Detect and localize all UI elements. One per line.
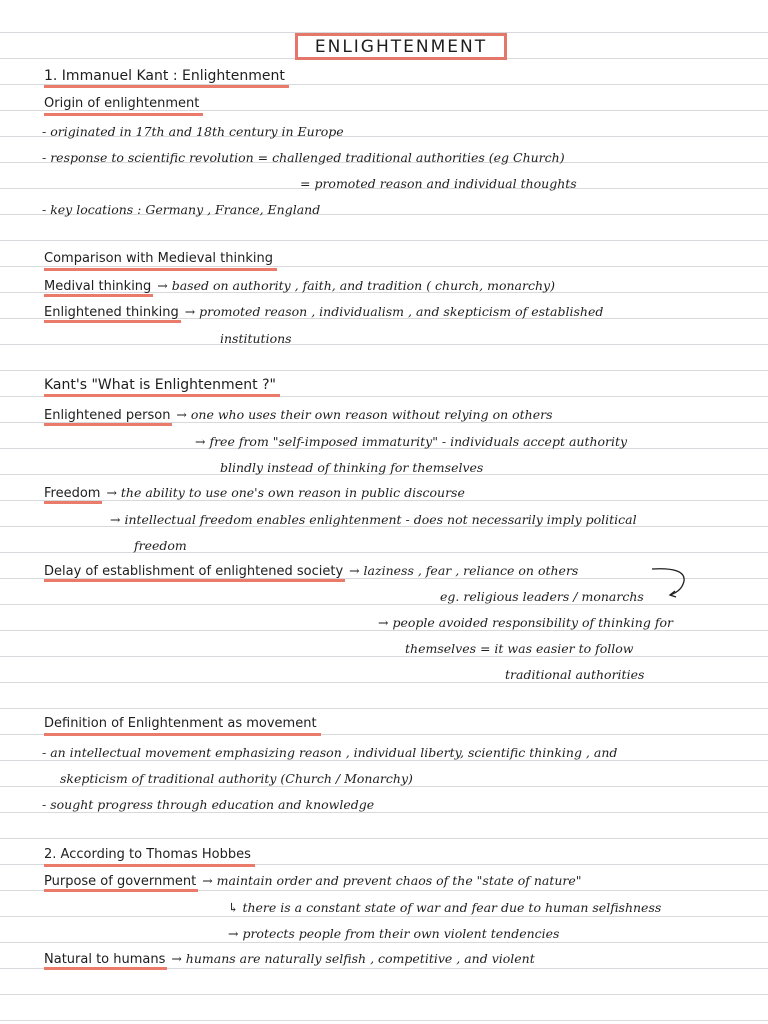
- enlightened-label: Enlightened thinking: [44, 305, 181, 323]
- page-title: ENLIGHTENMENT: [295, 33, 507, 60]
- kant-heading: Kant's "What is Enlightenment ?": [44, 376, 280, 397]
- section-1-heading: 1. Immanuel Kant : Enlightenment: [44, 67, 289, 88]
- person-line: [44, 407, 553, 424]
- delay-text: → laziness , fear , reliance on others: [345, 563, 579, 578]
- freedom-line: [44, 485, 465, 502]
- person-label: Enlightened person: [44, 408, 172, 426]
- definition-line-3: - sought progress through education and knowledge: [42, 797, 375, 812]
- origin-line-3: = promoted reason and individual thoughts: [300, 176, 577, 191]
- person-line-3: blindly instead of thinking for themselves: [220, 460, 484, 475]
- enlightened-text: → promoted reason , individualism , and skepticism of established: [180, 304, 604, 319]
- freedom-line-3: freedom: [134, 538, 187, 553]
- origin-heading: Origin of enlightenment: [44, 95, 203, 116]
- delay-line-2: eg. religious leaders / monarchs: [440, 589, 644, 604]
- purpose-text: → maintain order and prevent chaos of the "state of nature": [198, 873, 582, 888]
- medieval-text: → based on authority , faith, and tradition ( church, monarchy): [153, 278, 555, 293]
- freedom-label: Freedom: [44, 486, 102, 504]
- section-2-heading: 2. According to Thomas Hobbes: [44, 846, 255, 867]
- definition-line-1: - an intellectual movement emphasizing reason , individual liberty, scientific thinking , and: [42, 745, 618, 760]
- enlightened-line-cont: institutions: [220, 331, 292, 346]
- medieval-line: [44, 278, 555, 295]
- comparison-heading: Comparison with Medieval thinking: [44, 250, 277, 271]
- medieval-label: Medival thinking: [44, 279, 153, 297]
- natural-text: → humans are naturally selfish , competitive , and violent: [167, 951, 535, 966]
- definition-line-2: skepticism of traditional authority (Church / Monarchy): [60, 771, 413, 786]
- delay-line-4: themselves = it was easier to follow: [405, 641, 634, 656]
- delay-line-3: → people avoided responsibility of thinking for: [378, 615, 673, 630]
- purpose-line-3: → protects people from their own violent tendencies: [228, 926, 560, 941]
- delay-label: Delay of establishment of enlightened society: [44, 564, 345, 582]
- purpose-line: [44, 873, 582, 890]
- purpose-label: Purpose of government: [44, 874, 198, 892]
- enlightened-line: [44, 304, 603, 321]
- origin-line-4: - key locations : Germany , France, England: [42, 202, 321, 217]
- natural-label: Natural to humans: [44, 952, 167, 970]
- delay-line-5: traditional authorities: [505, 667, 645, 682]
- freedom-line-2: → intellectual freedom enables enlightenment - does not necessarily imply political: [110, 512, 637, 527]
- person-text: → one who uses their own reason without relying on others: [172, 407, 553, 422]
- curved-arrow-icon: [648, 563, 692, 599]
- purpose-line-2: ↳ there is a constant state of war and fear due to human selfishness: [228, 900, 662, 915]
- natural-line: [44, 951, 535, 968]
- origin-line-2: - response to scientific revolution = challenged traditional authorities (eg Church): [42, 150, 565, 165]
- freedom-text: → the ability to use one's own reason in public discourse: [102, 485, 465, 500]
- origin-line-1: - originated in 17th and 18th century in Europe: [42, 124, 344, 139]
- delay-line: [44, 563, 578, 580]
- definition-heading: Definition of Enlightenment as movement: [44, 715, 321, 736]
- person-line-2: → free from "self-imposed immaturity" - individuals accept authority: [195, 434, 628, 449]
